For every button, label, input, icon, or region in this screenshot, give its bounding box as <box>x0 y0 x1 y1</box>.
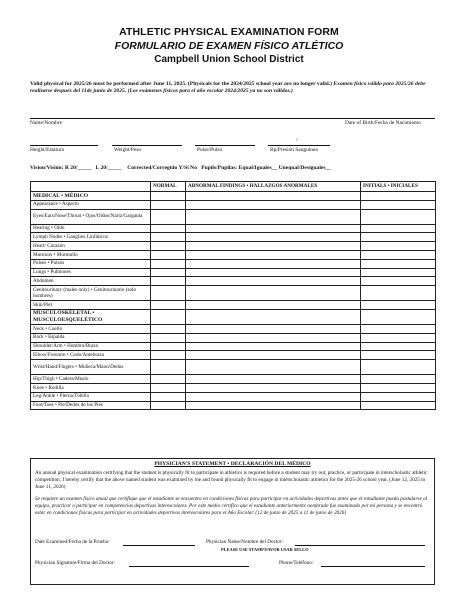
exam-row <box>31 375 436 384</box>
exam-row <box>31 259 436 268</box>
normal-cell[interactable] <box>151 259 186 268</box>
initials-cell[interactable] <box>361 360 436 375</box>
exam-item-label: Abdomen <box>31 277 151 286</box>
name-dob-line <box>30 118 435 119</box>
exam-item-label: Hearing • Oído <box>31 224 151 233</box>
exam-row <box>31 192 436 201</box>
exam-item-label: Skin/Piel <box>31 301 151 310</box>
abnormal-findings-cell <box>186 309 361 324</box>
exam-item-label: Lymph Nodes • Ganglios Linfáticos <box>31 233 151 242</box>
physician-signature-label: Physician Signature/Firma del Doctor: <box>35 560 115 566</box>
abnormal-findings-cell[interactable] <box>186 401 361 410</box>
exam-row <box>31 309 436 324</box>
normal-cell[interactable] <box>151 392 186 401</box>
abnormal-findings-cell[interactable] <box>186 375 361 384</box>
initials-column-header: INITIALS • INICIALES <box>361 182 436 192</box>
abnormal-findings-cell[interactable] <box>186 250 361 259</box>
abnormal-column-header: ABNORMAL FINDINGS • HALLAZGOS ANORMALES <box>186 182 361 192</box>
validity-notice <box>30 81 435 96</box>
pupils[interactable]: Pupils/Pupilas: Equal/Iguales__ Unequal/Desiguales__ <box>201 165 332 171</box>
exam-row <box>31 233 436 242</box>
exam-item-label: Neck • Cuello <box>31 324 151 333</box>
height-line[interactable] <box>30 145 98 146</box>
exam-row <box>31 250 436 259</box>
initials-cell[interactable] <box>361 375 436 384</box>
bp-slash: / <box>296 137 298 143</box>
exam-row <box>31 360 436 375</box>
exam-item-label: Hip/Thigh • Cadera/Muslo <box>31 375 151 384</box>
abnormal-findings-cell[interactable] <box>186 286 361 301</box>
form-header <box>0 26 458 67</box>
abnormal-findings-cell[interactable] <box>186 200 361 209</box>
initials-cell[interactable] <box>361 209 436 224</box>
exam-row <box>31 209 436 224</box>
normal-cell[interactable] <box>151 401 186 410</box>
initials-cell[interactable] <box>361 259 436 268</box>
normal-cell[interactable] <box>151 383 186 392</box>
normal-cell <box>151 309 186 324</box>
abnormal-findings-cell[interactable] <box>186 268 361 277</box>
pulse-field-label: Pulse/Pulso <box>197 147 223 153</box>
normal-cell[interactable] <box>151 277 186 286</box>
exam-item-label: MEDICAL • MÉDICO <box>31 192 151 201</box>
abnormal-findings-cell[interactable] <box>186 224 361 233</box>
abnormal-findings-cell[interactable] <box>186 351 361 360</box>
initials-cell[interactable] <box>361 224 436 233</box>
initials-cell[interactable] <box>361 324 436 333</box>
exam-row <box>31 277 436 286</box>
normal-cell <box>151 192 186 201</box>
date-examined-line[interactable] <box>123 545 195 546</box>
exam-column-header <box>31 182 151 192</box>
exam-item-label: Back • Espalda <box>31 333 151 342</box>
exam-row <box>31 200 436 209</box>
initials-cell[interactable] <box>361 401 436 410</box>
normal-cell[interactable] <box>151 224 186 233</box>
initials-cell[interactable] <box>361 242 436 251</box>
exam-item-label: Foot/Toes • Pie/Dedos de los Pies <box>31 401 151 410</box>
exam-row <box>31 383 436 392</box>
initials-cell[interactable] <box>361 268 436 277</box>
height-field-label: Height/Estatura <box>30 147 64 153</box>
exam-item-label: Appearance • Aspecto <box>31 200 151 209</box>
stamp-note: PLEASE USE STAMP/FAVOR USAR SELLO <box>221 547 309 552</box>
abnormal-findings-cell[interactable] <box>186 277 361 286</box>
abnormal-findings-cell[interactable] <box>186 233 361 242</box>
abnormal-findings-cell[interactable] <box>186 342 361 351</box>
exam-item-label: Eyes/Ears/Nose/Throat • Ojos/Oídos/Nariz/Garganta <box>31 209 151 224</box>
corrected-vision[interactable]: Corrected/Corregido Y/Sí No <box>127 165 197 171</box>
abnormal-findings-cell[interactable] <box>186 383 361 392</box>
abnormal-findings-cell[interactable] <box>186 259 361 268</box>
weight-field-label: Weight/Peso <box>114 147 142 153</box>
exam-item-label: Shoulder/Arm • Hombro/Brazo <box>31 342 151 351</box>
initials-cell[interactable] <box>361 342 436 351</box>
initials-cell <box>361 309 436 324</box>
exam-item-label: Genitourinary (males only) • Genitourinario (solo hombres) <box>31 286 151 301</box>
normal-cell[interactable] <box>151 268 186 277</box>
abnormal-findings-cell[interactable] <box>186 242 361 251</box>
exam-item-label: Heart/ Corazón <box>31 242 151 251</box>
date-examined-label: Date Examined/Fecha de la Prueba: <box>35 539 110 545</box>
form-title-spanish: FORMULARIO DE EXAMEN FÍSICO ATLÉTICO <box>114 40 344 52</box>
initials-cell[interactable] <box>361 277 436 286</box>
abnormal-findings-cell[interactable] <box>186 209 361 224</box>
bp-line[interactable] <box>268 145 330 146</box>
normal-cell[interactable] <box>151 342 186 351</box>
exam-item-label: Leg/Ankle • Pierna/Tobillo <box>31 392 151 401</box>
normal-cell[interactable] <box>151 375 186 384</box>
exam-table-body <box>31 192 436 410</box>
exam-item-label: Elbow/Forearm • Codo/Antebrazo <box>31 351 151 360</box>
abnormal-findings-cell[interactable] <box>186 392 361 401</box>
exam-item-label: Wrist/Hand/Fingers • Muñeca/Mano/Dedos <box>31 360 151 375</box>
initials-cell[interactable] <box>361 250 436 259</box>
normal-cell[interactable] <box>151 250 186 259</box>
exam-row <box>31 268 436 277</box>
pulse-line[interactable] <box>195 145 255 146</box>
exam-row <box>31 351 436 360</box>
weight-line[interactable] <box>112 145 182 146</box>
exam-item-label: Knee • Rodilla <box>31 383 151 392</box>
exam-item-label: Lungs • Pulmones <box>31 268 151 277</box>
normal-cell[interactable] <box>151 301 186 310</box>
vision-right[interactable]: Vision/Visión: R 20/_____ <box>30 165 92 171</box>
normal-cell[interactable] <box>151 209 186 224</box>
abnormal-findings-cell[interactable] <box>186 324 361 333</box>
initials-cell[interactable] <box>361 333 436 342</box>
normal-column-header: NORMAL <box>151 182 186 192</box>
normal-cell[interactable] <box>151 351 186 360</box>
normal-cell[interactable] <box>151 324 186 333</box>
vision-left[interactable]: L 20/_____ <box>95 165 122 171</box>
phone-line[interactable] <box>321 566 425 567</box>
normal-cell[interactable] <box>151 233 186 242</box>
initials-cell[interactable] <box>361 351 436 360</box>
statement-spanish: Se requiere un examen físico anual que certifique que el estudiante se encuentra en condiciones físicas para participar en actividades deportivas antes que el estudiante pueda postularse al equipo, practicar o participar en competencias deportivas interescolares. Por este medio certifico que el estudiante anteriormente nombrado fue examinado por mí persona y se encontró estar en condiciones físicas para participar en actividades deportivas interescolares para el Año Escolar. (12 de junio de 2025 a 11 de junio de 2026) <box>35 496 428 516</box>
exam-row <box>31 286 436 301</box>
exam-row <box>31 333 436 342</box>
initials-cell[interactable] <box>361 233 436 242</box>
initials-cell[interactable] <box>361 301 436 310</box>
exam-row <box>31 342 436 351</box>
normal-cell[interactable] <box>151 360 186 375</box>
normal-cell[interactable] <box>151 242 186 251</box>
initials-cell <box>361 192 436 201</box>
statement-title: PHYSICIAN'S STATEMENT • DECLARACIÓN DEL MÉDICO <box>154 461 311 467</box>
physician-signature-line[interactable] <box>129 566 249 567</box>
exam-table <box>30 181 436 410</box>
abnormal-findings-cell[interactable] <box>186 360 361 375</box>
phone-label: Phone/Teléfono: <box>279 560 314 566</box>
normal-cell[interactable] <box>151 200 186 209</box>
statement-english: An annual physical examination certifying that the student is physically fit to participate in athletics is required before a student may try out, practice, or participate in interscholastic athletic competition. I hereby certify that the above named student was examined by me and found physically fit to engage in interscholastic athletics for the 2025-26 school year. (June 12, 2025 to June 11, 2026) <box>35 470 428 490</box>
exam-table-header <box>31 182 436 192</box>
exam-row <box>31 242 436 251</box>
exam-row <box>31 224 436 233</box>
physician-statement <box>30 458 435 585</box>
dob-field-label: Date of Birth/Fecha de Nacimiento <box>345 120 421 126</box>
exam-row <box>31 392 436 401</box>
abnormal-findings-cell[interactable] <box>186 301 361 310</box>
exam-row <box>31 401 436 410</box>
exam-item-label: MUSCULOSKELETAL • MUSCULOESQUELÉTICO <box>31 309 151 324</box>
physician-name-label: Physician Name/Nombre del Doctor: <box>206 539 284 545</box>
vision-row <box>30 165 331 171</box>
abnormal-findings-cell[interactable] <box>186 333 361 342</box>
bp-field-label: Bp/Presión Sanguínea <box>270 147 318 153</box>
validity-notice-spanish: Examen físico válido para 2025/26 debe realizarse después del 11de junio de 2025. (Los exámenes físicos para el año escolar 2024/2025 ya no son válidos.) <box>30 81 426 95</box>
form-title-english: ATHLETIC PHYSICAL EXAMINATION FORM <box>119 26 339 38</box>
district-name: Campbell Union School District <box>154 54 304 65</box>
exam-item-label: Pulses • Pulsos <box>31 259 151 268</box>
abnormal-findings-cell <box>186 192 361 201</box>
validity-notice-english: Valid physical for 2025/26 must be performed after June 11, 2025. (Physicals for the 2024/2025 school year are no longer valid.) <box>30 81 333 87</box>
exam-item-label: Murmurs • Murmullo <box>31 250 151 259</box>
initials-cell[interactable] <box>361 392 436 401</box>
normal-cell[interactable] <box>151 333 186 342</box>
physician-name-line[interactable] <box>295 545 425 546</box>
exam-row <box>31 301 436 310</box>
initials-cell[interactable] <box>361 286 436 301</box>
initials-cell[interactable] <box>361 200 436 209</box>
name-field-label: Name/Nombre <box>30 120 63 126</box>
exam-row <box>31 324 436 333</box>
normal-cell[interactable] <box>151 286 186 301</box>
initials-cell[interactable] <box>361 383 436 392</box>
